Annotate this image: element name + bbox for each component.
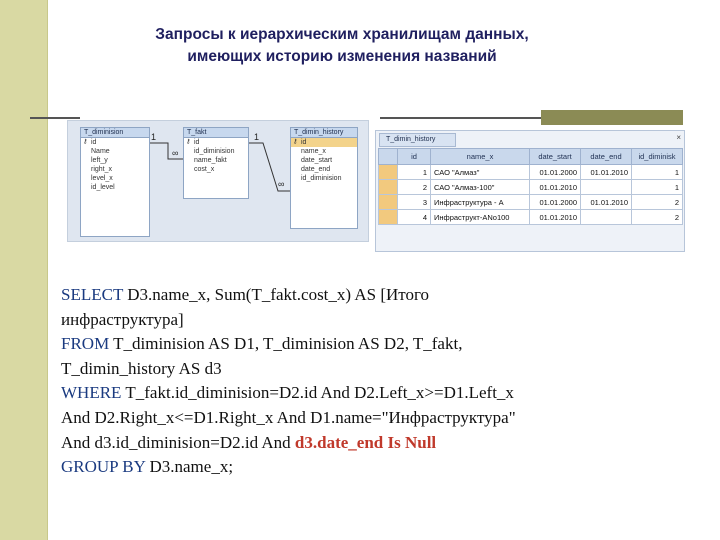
table-box-title: T_fakt bbox=[184, 128, 248, 138]
sql-line: инфраструктура] bbox=[61, 309, 184, 329]
cell-name[interactable]: Инфраструкт-АNo100 bbox=[431, 210, 530, 225]
sql-text: T_diminision AS D1, T_diminision AS D2, T_fakt, bbox=[109, 334, 463, 354]
slide-title-line-1: Запросы к иерархическим хранилищам данных, bbox=[155, 26, 529, 43]
relationship-diagram bbox=[67, 120, 369, 242]
table-header-row bbox=[379, 149, 683, 165]
cell-id[interactable]: 3 bbox=[398, 195, 431, 210]
column-header[interactable]: date_start bbox=[530, 149, 581, 165]
sql-line bbox=[61, 431, 641, 456]
slide-title-line-2: имеющих историю изменения названий bbox=[187, 48, 497, 65]
column-header[interactable]: id_diminisk bbox=[632, 149, 683, 165]
sql-query bbox=[61, 283, 641, 480]
column-header[interactable]: name_x bbox=[431, 149, 530, 165]
sql-line bbox=[61, 332, 641, 357]
datasheet-window bbox=[375, 130, 685, 252]
slide-side-divider bbox=[47, 0, 48, 540]
row-selector-header[interactable] bbox=[379, 149, 398, 165]
cell-id[interactable]: 4 bbox=[398, 210, 431, 225]
table-row[interactable] bbox=[379, 165, 683, 180]
table-field: date_start bbox=[301, 157, 333, 164]
table-field: date_end bbox=[301, 166, 331, 173]
table-field: name_x bbox=[301, 148, 326, 155]
datasheet-grid bbox=[378, 148, 683, 225]
sql-line: T_dimin_history AS d3 bbox=[61, 358, 222, 378]
cell-name[interactable]: Инфраструктура - А bbox=[431, 195, 530, 210]
table-field: id_level bbox=[91, 184, 115, 191]
table-field: ⚷ id bbox=[291, 138, 357, 147]
relation-one-label: 1 bbox=[151, 132, 157, 142]
relation-many-label: ∞ bbox=[278, 179, 285, 189]
sql-keyword: WHERE bbox=[61, 383, 122, 403]
relation-one-label: 1 bbox=[254, 132, 260, 142]
sql-keyword: GROUP BY bbox=[61, 457, 146, 477]
cell-id[interactable]: 2 bbox=[398, 180, 431, 195]
table-row[interactable] bbox=[379, 180, 683, 195]
cell-date-end[interactable] bbox=[581, 180, 632, 195]
table-box-history[interactable] bbox=[290, 127, 358, 229]
cell-id-diminision[interactable]: 2 bbox=[632, 195, 683, 210]
table-row[interactable] bbox=[379, 195, 683, 210]
decorative-rule-left bbox=[30, 117, 80, 119]
table-field: ⚷ id bbox=[81, 138, 149, 147]
datasheet-tab[interactable]: T_dimin_history bbox=[379, 133, 456, 147]
sql-line bbox=[61, 283, 641, 308]
column-header[interactable]: date_end bbox=[581, 149, 632, 165]
slide-side-bar bbox=[0, 0, 47, 540]
column-header[interactable]: id bbox=[398, 149, 431, 165]
sql-text: T_fakt.id_diminision=D2.id And D2.Left_x>=D1.Left_x bbox=[121, 383, 514, 403]
sql-line: And D2.Right_x<=D1.Right_x And D1.name="Инфраструктура" bbox=[61, 407, 516, 427]
close-icon[interactable]: × bbox=[676, 133, 681, 142]
table-field: left_y bbox=[91, 157, 108, 164]
cell-date-start[interactable]: 01.01.2000 bbox=[530, 165, 581, 180]
cell-date-end[interactable]: 01.01.2010 bbox=[581, 165, 632, 180]
table-box-fakt[interactable] bbox=[183, 127, 249, 199]
cell-id-diminision[interactable]: 2 bbox=[632, 210, 683, 225]
cell-date-end[interactable] bbox=[581, 210, 632, 225]
decorative-rule-line bbox=[380, 117, 542, 119]
table-box-title: T_dimin_history bbox=[291, 128, 357, 138]
row-selector[interactable] bbox=[379, 210, 398, 225]
cell-date-start[interactable]: 01.01.2010 bbox=[530, 210, 581, 225]
table-field: ⚷ id bbox=[184, 138, 248, 147]
decorative-rule-block bbox=[541, 110, 683, 125]
sql-text: D3.name_x; bbox=[145, 457, 234, 477]
relation-many-label: ∞ bbox=[172, 148, 179, 158]
sql-keyword: FROM bbox=[61, 334, 110, 354]
sql-line bbox=[61, 381, 641, 406]
cell-date-start[interactable]: 01.01.2000 bbox=[530, 195, 581, 210]
cell-date-end[interactable]: 01.01.2010 bbox=[581, 195, 632, 210]
sql-highlight: d3.date_end Is Null bbox=[294, 432, 437, 452]
cell-id-diminision[interactable]: 1 bbox=[632, 180, 683, 195]
row-selector[interactable] bbox=[379, 195, 398, 210]
row-selector[interactable] bbox=[379, 165, 398, 180]
table-field: Name bbox=[91, 148, 110, 155]
table-field: level_x bbox=[91, 175, 113, 182]
row-selector[interactable] bbox=[379, 180, 398, 195]
cell-name[interactable]: САО "Алмаз" bbox=[431, 165, 530, 180]
cell-id[interactable]: 1 bbox=[398, 165, 431, 180]
cell-name[interactable]: САО "Алмаз-100" bbox=[431, 180, 530, 195]
slide-title bbox=[82, 24, 602, 68]
table-field: id_diminision bbox=[194, 148, 235, 155]
sql-text: And d3.id_diminision=D2.id And bbox=[61, 432, 295, 452]
table-field: id_diminision bbox=[301, 175, 342, 182]
sql-keyword: SELECT bbox=[61, 285, 124, 304]
table-box-title: T_diminision bbox=[81, 128, 149, 138]
table-row[interactable] bbox=[379, 210, 683, 225]
table-field: cost_x bbox=[194, 166, 215, 173]
table-field: right_x bbox=[91, 166, 113, 173]
sql-line bbox=[61, 455, 641, 480]
cell-id-diminision[interactable]: 1 bbox=[632, 165, 683, 180]
cell-date-start[interactable]: 01.01.2010 bbox=[530, 180, 581, 195]
table-box-diminision[interactable] bbox=[80, 127, 150, 237]
table-field: name_fakt bbox=[194, 157, 227, 164]
sql-text: D3.name_x, Sum(T_fakt.cost_x) AS [Итого bbox=[123, 285, 430, 304]
